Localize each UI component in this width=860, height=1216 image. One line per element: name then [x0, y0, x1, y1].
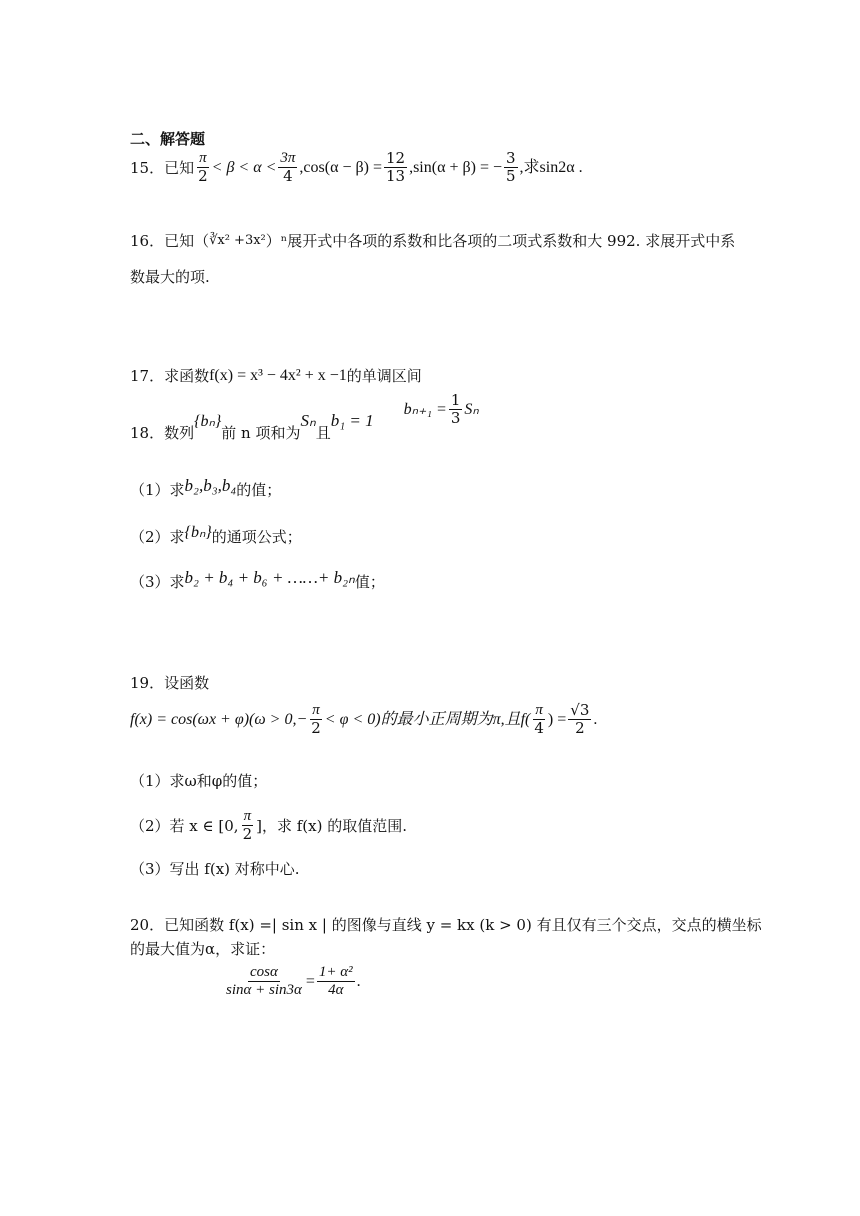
q19-part1: （1）求ω和φ的值；: [130, 772, 268, 790]
question-18: [130, 391, 479, 442]
q19-part3: （3）写出 f(x) 对称中心.: [130, 860, 300, 878]
q18-text-c: 且: [315, 423, 331, 442]
q15-frac-c: $\frac{12}{13}$: [385, 149, 406, 186]
q18-part3: （3）求 b₂ + b₄ + b₆ + ……+ b₂ₙ 值；: [130, 568, 385, 592]
q15-cos: ,cos(α − β) =: [299, 159, 382, 177]
section-title: [130, 130, 205, 148]
q20-line1: 20．已知函数 f(x) =| sin x | 的图像与直线 y = kx (k > 0) 有且仅有三个交点，交点的横坐标: [130, 916, 762, 934]
q18-b1: b₁ = 1: [330, 411, 374, 431]
q15-label: 15．已知: [130, 158, 195, 177]
q16-prefix: 16．已知（: [130, 232, 210, 250]
q17-suffix: 的单调区间: [346, 366, 422, 385]
q16-root-expr: ∛x² +3x²: [209, 233, 266, 249]
question-19-head: 19．设函数: [130, 674, 210, 692]
q16-text-2: 数最大的项.: [130, 268, 210, 286]
q15-sin: ,sin(α + β) = −: [409, 159, 502, 177]
section-title-text: 二、解答题: [130, 130, 206, 148]
q15-frac-d: $\frac{3}{5}$: [506, 149, 516, 186]
question-16-line2: [130, 268, 210, 286]
q20-line2: 的最大值为α，求证：: [130, 940, 276, 958]
q18-part1: （1）求 b₂,b₃,b₄ 的值；: [130, 476, 282, 500]
q18-sn: Sₙ: [300, 411, 316, 431]
q16-text: ）ⁿ展开式中各项的系数和比各项的二项式系数和大 992. 求展开式中系: [265, 232, 736, 250]
question-15: [130, 150, 583, 186]
q15-frac-a: $\frac{\pi}{2}$: [198, 150, 208, 186]
q18-recurrence: bₙ₊₁ = $\frac{1}{3}$ Sₙ: [403, 391, 479, 428]
q18-seq: {bₙ}: [194, 413, 222, 431]
q17-prefix: 17．求函数: [130, 366, 210, 385]
question-16-line1: [130, 232, 735, 250]
q19-definition: f(x) = cos(ωx + φ)(ω > 0,− $\frac{\pi}{2}$ < φ < 0)的最小正周期为π,且f( $\frac{\pi}{4}$ ) = $\frac{√3}{2}$ .: [130, 701, 598, 738]
q18-part2: （2）求 {bₙ} 的通项公式；: [130, 524, 302, 546]
q20-equation: $\frac{\cos\alpha}{\sin\alpha + \sin 3\alpha}$ = $\frac{\text{1+ α²}}{4\alpha}$ .: [226, 964, 361, 999]
q15-relation: < β < α <: [211, 159, 277, 177]
q15-frac-b: $\frac{3\pi}{4}$: [280, 150, 296, 186]
question-17: [130, 366, 422, 385]
q18-prefix: 18．数列: [130, 423, 195, 442]
q18-text-b: 前 n 项和为: [221, 423, 301, 442]
q19-part2: （2）若 x ∈ [0, $\frac{\pi}{2}$ ]，求 f(x) 的取值范围.: [130, 808, 407, 844]
q17-expression: f(x) = x³ − 4x² + x −1: [209, 367, 347, 384]
q15-ask: ,求sin2α .: [519, 159, 583, 177]
